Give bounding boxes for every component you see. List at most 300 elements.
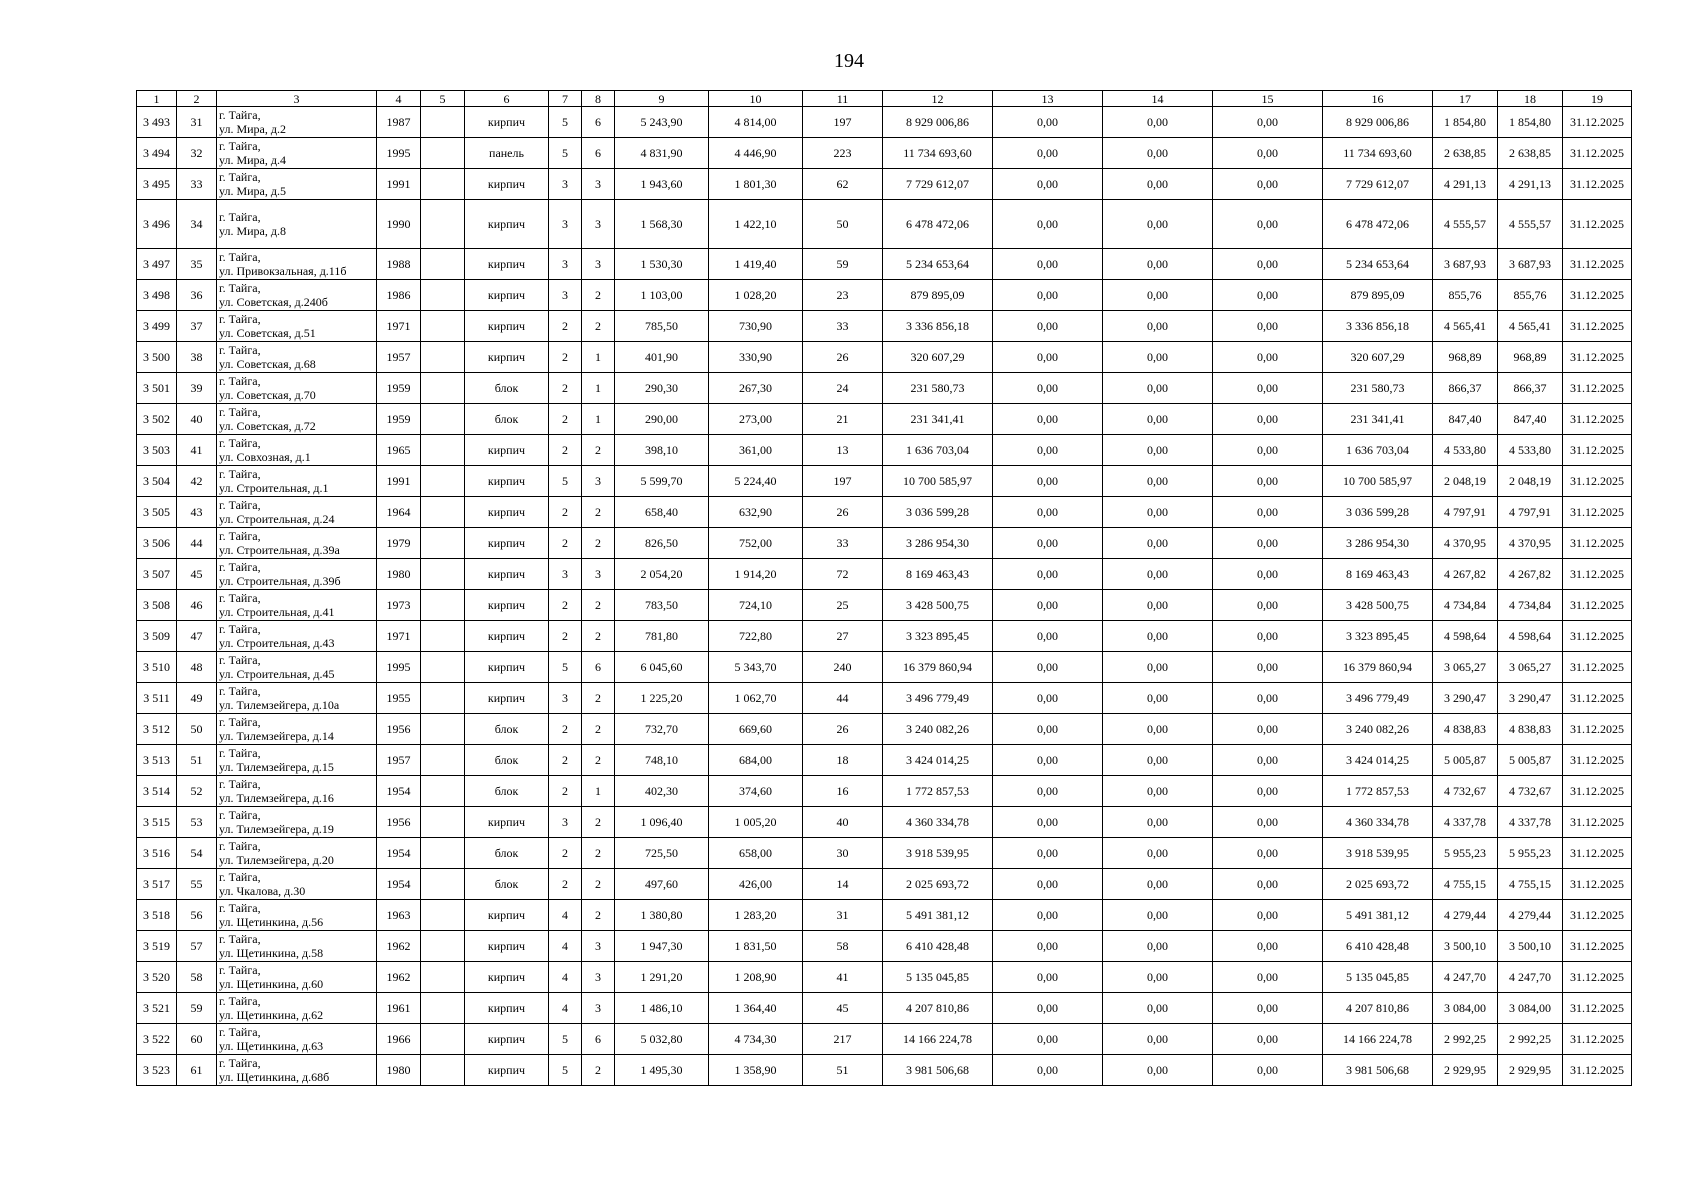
- cell-col-19: 31.12.2025: [1563, 869, 1632, 900]
- table-row: [137, 714, 1632, 745]
- cell-col-2: 49: [177, 683, 217, 714]
- cell-col-12: 320 607,29: [883, 342, 993, 373]
- cell-col-4: 1963: [377, 900, 421, 931]
- cell-col-4: 1995: [377, 652, 421, 683]
- cell-col-17: 4 533,80: [1433, 435, 1498, 466]
- cell-col-14: 0,00: [1103, 838, 1213, 869]
- column-header-14: 14: [1103, 91, 1213, 107]
- cell-col-16: 11 734 693,60: [1323, 138, 1433, 169]
- cell-col-13: 0,00: [993, 559, 1103, 590]
- cell-col-6: кирпич: [465, 342, 549, 373]
- cell-col-9: 5 032,80: [615, 1024, 709, 1055]
- cell-col-9: 1 943,60: [615, 169, 709, 200]
- address-street: ул. Советская, д.70: [219, 388, 316, 402]
- cell-col-15: 0,00: [1213, 107, 1323, 138]
- column-header-4: 4: [377, 91, 421, 107]
- cell-col-11: 58: [803, 931, 883, 962]
- cell-col-4: 1957: [377, 342, 421, 373]
- cell-col-11: 240: [803, 652, 883, 683]
- cell-col-5: [421, 745, 465, 776]
- cell-col-9: 1 096,40: [615, 807, 709, 838]
- cell-col-5: [421, 373, 465, 404]
- cell-col-19: 31.12.2025: [1563, 1024, 1632, 1055]
- cell-col-17: 855,76: [1433, 280, 1498, 311]
- cell-col-6: кирпич: [465, 931, 549, 962]
- cell-col-4: 1956: [377, 807, 421, 838]
- cell-col-8: 2: [582, 435, 615, 466]
- cell-col-9: 785,50: [615, 311, 709, 342]
- cell-col-16: 320 607,29: [1323, 342, 1433, 373]
- cell-col-4: 1956: [377, 714, 421, 745]
- cell-col-7: 5: [549, 1055, 582, 1086]
- cell-col-6: блок: [465, 776, 549, 807]
- table-body: [137, 107, 1632, 1086]
- address-cell: [217, 249, 377, 280]
- cell-col-13: 0,00: [993, 869, 1103, 900]
- cell-col-8: 3: [582, 169, 615, 200]
- cell-col-19: 31.12.2025: [1563, 900, 1632, 931]
- cell-col-6: блок: [465, 404, 549, 435]
- cell-col-15: 0,00: [1213, 962, 1323, 993]
- cell-col-9: 401,90: [615, 342, 709, 373]
- cell-col-7: 3: [549, 200, 582, 249]
- cell-col-11: 31: [803, 900, 883, 931]
- cell-col-11: 44: [803, 683, 883, 714]
- cell-col-14: 0,00: [1103, 169, 1213, 200]
- cell-col-11: 223: [803, 138, 883, 169]
- cell-col-10: 632,90: [709, 497, 803, 528]
- address-city: г. Тайга,: [219, 498, 261, 512]
- cell-col-10: 722,80: [709, 621, 803, 652]
- address-street: ул. Щетинкина, д.58: [219, 946, 324, 960]
- table-row: [137, 249, 1632, 280]
- column-header-5: 5: [421, 91, 465, 107]
- cell-col-19: 31.12.2025: [1563, 404, 1632, 435]
- table-row: [137, 200, 1632, 249]
- cell-col-15: 0,00: [1213, 621, 1323, 652]
- cell-col-6: кирпич: [465, 1055, 549, 1086]
- cell-col-17: 3 290,47: [1433, 683, 1498, 714]
- cell-col-2: 55: [177, 869, 217, 900]
- address-city: г. Тайга,: [219, 281, 261, 295]
- housing-registry-table: [136, 90, 1632, 1086]
- cell-col-7: 2: [549, 714, 582, 745]
- cell-col-1: 3 513: [137, 745, 177, 776]
- cell-col-1: 3 507: [137, 559, 177, 590]
- cell-col-19: 31.12.2025: [1563, 249, 1632, 280]
- cell-col-16: 3 428 500,75: [1323, 590, 1433, 621]
- cell-col-18: 2 929,95: [1498, 1055, 1563, 1086]
- cell-col-14: 0,00: [1103, 869, 1213, 900]
- cell-col-4: 1971: [377, 621, 421, 652]
- cell-col-5: [421, 931, 465, 962]
- cell-col-18: 4 734,84: [1498, 590, 1563, 621]
- cell-col-9: 781,80: [615, 621, 709, 652]
- cell-col-11: 14: [803, 869, 883, 900]
- cell-col-8: 3: [582, 559, 615, 590]
- cell-col-8: 3: [582, 200, 615, 249]
- cell-col-5: [421, 776, 465, 807]
- cell-col-1: 3 502: [137, 404, 177, 435]
- cell-col-8: 6: [582, 138, 615, 169]
- cell-col-7: 5: [549, 107, 582, 138]
- cell-col-11: 27: [803, 621, 883, 652]
- cell-col-8: 2: [582, 528, 615, 559]
- address-cell: [217, 714, 377, 745]
- address-city: г. Тайга,: [219, 808, 261, 822]
- cell-col-13: 0,00: [993, 590, 1103, 621]
- cell-col-1: 3 494: [137, 138, 177, 169]
- cell-col-15: 0,00: [1213, 683, 1323, 714]
- cell-col-5: [421, 869, 465, 900]
- cell-col-17: 4 279,44: [1433, 900, 1498, 931]
- cell-col-8: 6: [582, 1024, 615, 1055]
- cell-col-10: 361,00: [709, 435, 803, 466]
- column-header-11: 11: [803, 91, 883, 107]
- address-city: г. Тайга,: [219, 405, 261, 419]
- cell-col-2: 42: [177, 466, 217, 497]
- column-header-12: 12: [883, 91, 993, 107]
- cell-col-11: 50: [803, 200, 883, 249]
- cell-col-19: 31.12.2025: [1563, 652, 1632, 683]
- cell-col-13: 0,00: [993, 342, 1103, 373]
- address-city: г. Тайга,: [219, 560, 261, 574]
- cell-col-1: 3 521: [137, 993, 177, 1024]
- cell-col-2: 31: [177, 107, 217, 138]
- cell-col-6: кирпич: [465, 435, 549, 466]
- cell-col-13: 0,00: [993, 1055, 1103, 1086]
- address-city: г. Тайга,: [219, 108, 261, 122]
- cell-col-7: 5: [549, 1024, 582, 1055]
- table-row: [137, 683, 1632, 714]
- address-street: ул. Строительная, д.1: [219, 481, 329, 495]
- cell-col-12: 2 025 693,72: [883, 869, 993, 900]
- address-street: ул. Строительная, д.24: [219, 512, 335, 526]
- cell-col-4: 1957: [377, 745, 421, 776]
- cell-col-18: 3 290,47: [1498, 683, 1563, 714]
- cell-col-9: 732,70: [615, 714, 709, 745]
- cell-col-7: 2: [549, 590, 582, 621]
- cell-col-9: 290,00: [615, 404, 709, 435]
- cell-col-9: 1 103,00: [615, 280, 709, 311]
- cell-col-8: 1: [582, 776, 615, 807]
- address-city: г. Тайга,: [219, 529, 261, 543]
- cell-col-9: 1 291,20: [615, 962, 709, 993]
- table-row: [137, 1055, 1632, 1086]
- table-row: [137, 138, 1632, 169]
- cell-col-15: 0,00: [1213, 404, 1323, 435]
- cell-col-19: 31.12.2025: [1563, 776, 1632, 807]
- cell-col-2: 43: [177, 497, 217, 528]
- cell-col-2: 51: [177, 745, 217, 776]
- cell-col-5: [421, 714, 465, 745]
- cell-col-19: 31.12.2025: [1563, 993, 1632, 1024]
- cell-col-13: 0,00: [993, 714, 1103, 745]
- cell-col-15: 0,00: [1213, 559, 1323, 590]
- cell-col-2: 34: [177, 200, 217, 249]
- cell-col-1: 3 516: [137, 838, 177, 869]
- cell-col-10: 426,00: [709, 869, 803, 900]
- cell-col-16: 10 700 585,97: [1323, 466, 1433, 497]
- cell-col-14: 0,00: [1103, 497, 1213, 528]
- cell-col-11: 25: [803, 590, 883, 621]
- cell-col-2: 36: [177, 280, 217, 311]
- cell-col-14: 0,00: [1103, 107, 1213, 138]
- cell-col-13: 0,00: [993, 373, 1103, 404]
- cell-col-12: 3 424 014,25: [883, 745, 993, 776]
- cell-col-5: [421, 1024, 465, 1055]
- column-header-6: 6: [465, 91, 549, 107]
- cell-col-1: 3 515: [137, 807, 177, 838]
- cell-col-2: 39: [177, 373, 217, 404]
- table-row: [137, 900, 1632, 931]
- address-street: ул. Щетинкина, д.63: [219, 1039, 324, 1053]
- cell-col-9: 783,50: [615, 590, 709, 621]
- cell-col-13: 0,00: [993, 807, 1103, 838]
- cell-col-4: 1962: [377, 931, 421, 962]
- cell-col-17: 4 797,91: [1433, 497, 1498, 528]
- cell-col-7: 2: [549, 497, 582, 528]
- cell-col-6: кирпич: [465, 107, 549, 138]
- cell-col-16: 16 379 860,94: [1323, 652, 1433, 683]
- address-cell: [217, 1024, 377, 1055]
- column-header-8: 8: [582, 91, 615, 107]
- address-street: ул. Тилемзейгера, д.19: [219, 822, 334, 836]
- cell-col-1: 3 517: [137, 869, 177, 900]
- cell-col-12: 6 410 428,48: [883, 931, 993, 962]
- address-city: г. Тайга,: [219, 250, 261, 264]
- cell-col-9: 5 243,90: [615, 107, 709, 138]
- cell-col-7: 2: [549, 745, 582, 776]
- cell-col-7: 4: [549, 900, 582, 931]
- cell-col-11: 26: [803, 497, 883, 528]
- cell-col-2: 61: [177, 1055, 217, 1086]
- cell-col-10: 273,00: [709, 404, 803, 435]
- cell-col-9: 2 054,20: [615, 559, 709, 590]
- cell-col-9: 826,50: [615, 528, 709, 559]
- cell-col-16: 3 496 779,49: [1323, 683, 1433, 714]
- cell-col-4: 1988: [377, 249, 421, 280]
- cell-col-6: кирпич: [465, 559, 549, 590]
- cell-col-7: 2: [549, 528, 582, 559]
- cell-col-19: 31.12.2025: [1563, 807, 1632, 838]
- cell-col-14: 0,00: [1103, 745, 1213, 776]
- cell-col-13: 0,00: [993, 435, 1103, 466]
- cell-col-1: 3 510: [137, 652, 177, 683]
- address-city: г. Тайга,: [219, 591, 261, 605]
- cell-col-1: 3 523: [137, 1055, 177, 1086]
- address-cell: [217, 280, 377, 311]
- cell-col-7: 2: [549, 869, 582, 900]
- column-header-2: 2: [177, 91, 217, 107]
- cell-col-8: 3: [582, 466, 615, 497]
- cell-col-17: 4 247,70: [1433, 962, 1498, 993]
- cell-col-5: [421, 435, 465, 466]
- address-street: ул. Советская, д.68: [219, 357, 316, 371]
- cell-col-1: 3 495: [137, 169, 177, 200]
- cell-col-10: 1 208,90: [709, 962, 803, 993]
- cell-col-18: 2 048,19: [1498, 466, 1563, 497]
- cell-col-5: [421, 838, 465, 869]
- cell-col-5: [421, 621, 465, 652]
- cell-col-7: 5: [549, 466, 582, 497]
- cell-col-17: 968,89: [1433, 342, 1498, 373]
- table-row: [137, 528, 1632, 559]
- cell-col-1: 3 498: [137, 280, 177, 311]
- address-street: ул. Строительная, д.43: [219, 636, 335, 650]
- cell-col-12: 4 207 810,86: [883, 993, 993, 1024]
- cell-col-8: 1: [582, 404, 615, 435]
- address-cell: [217, 169, 377, 200]
- address-cell: [217, 962, 377, 993]
- cell-col-7: 5: [549, 138, 582, 169]
- cell-col-16: 4 207 810,86: [1323, 993, 1433, 1024]
- cell-col-11: 26: [803, 714, 883, 745]
- cell-col-15: 0,00: [1213, 590, 1323, 621]
- cell-col-1: 3 506: [137, 528, 177, 559]
- table-row: [137, 807, 1632, 838]
- cell-col-7: 3: [549, 559, 582, 590]
- cell-col-1: 3 501: [137, 373, 177, 404]
- cell-col-4: 1964: [377, 497, 421, 528]
- address-city: г. Тайга,: [219, 210, 261, 224]
- cell-col-14: 0,00: [1103, 993, 1213, 1024]
- cell-col-14: 0,00: [1103, 621, 1213, 652]
- cell-col-14: 0,00: [1103, 373, 1213, 404]
- cell-col-17: 1 854,80: [1433, 107, 1498, 138]
- address-cell: [217, 342, 377, 373]
- cell-col-6: кирпич: [465, 621, 549, 652]
- cell-col-12: 1 772 857,53: [883, 776, 993, 807]
- cell-col-12: 231 580,73: [883, 373, 993, 404]
- table-row: [137, 869, 1632, 900]
- cell-col-12: 3 323 895,45: [883, 621, 993, 652]
- cell-col-17: 2 929,95: [1433, 1055, 1498, 1086]
- cell-col-11: 33: [803, 311, 883, 342]
- address-street: ул. Строительная, д.41: [219, 605, 335, 619]
- cell-col-5: [421, 280, 465, 311]
- cell-col-2: 48: [177, 652, 217, 683]
- address-cell: [217, 311, 377, 342]
- table-row: [137, 107, 1632, 138]
- address-city: г. Тайга,: [219, 901, 261, 915]
- cell-col-14: 0,00: [1103, 590, 1213, 621]
- cell-col-4: 1959: [377, 404, 421, 435]
- cell-col-13: 0,00: [993, 652, 1103, 683]
- cell-col-5: [421, 590, 465, 621]
- cell-col-8: 2: [582, 838, 615, 869]
- cell-col-17: 4 555,57: [1433, 200, 1498, 249]
- cell-col-11: 72: [803, 559, 883, 590]
- cell-col-4: 1954: [377, 869, 421, 900]
- cell-col-8: 6: [582, 652, 615, 683]
- cell-col-9: 1 947,30: [615, 931, 709, 962]
- cell-col-4: 1962: [377, 962, 421, 993]
- address-cell: [217, 373, 377, 404]
- cell-col-4: 1980: [377, 1055, 421, 1086]
- cell-col-18: 3 084,00: [1498, 993, 1563, 1024]
- cell-col-19: 31.12.2025: [1563, 466, 1632, 497]
- cell-col-18: 4 370,95: [1498, 528, 1563, 559]
- cell-col-17: 4 337,78: [1433, 807, 1498, 838]
- cell-col-2: 56: [177, 900, 217, 931]
- cell-col-17: 3 687,93: [1433, 249, 1498, 280]
- cell-col-8: 2: [582, 311, 615, 342]
- cell-col-1: 3 505: [137, 497, 177, 528]
- cell-col-16: 231 341,41: [1323, 404, 1433, 435]
- table-row: [137, 931, 1632, 962]
- cell-col-19: 31.12.2025: [1563, 107, 1632, 138]
- cell-col-18: 4 533,80: [1498, 435, 1563, 466]
- cell-col-7: 2: [549, 838, 582, 869]
- cell-col-10: 1 062,70: [709, 683, 803, 714]
- address-street: ул. Советская, д.240б: [219, 295, 328, 309]
- address-city: г. Тайга,: [219, 312, 261, 326]
- cell-col-6: кирпич: [465, 311, 549, 342]
- cell-col-16: 5 135 045,85: [1323, 962, 1433, 993]
- cell-col-19: 31.12.2025: [1563, 714, 1632, 745]
- cell-col-18: 2 638,85: [1498, 138, 1563, 169]
- cell-col-10: 658,00: [709, 838, 803, 869]
- cell-col-11: 197: [803, 107, 883, 138]
- cell-col-8: 6: [582, 107, 615, 138]
- cell-col-9: 725,50: [615, 838, 709, 869]
- cell-col-17: 2 048,19: [1433, 466, 1498, 497]
- cell-col-12: 8 929 006,86: [883, 107, 993, 138]
- cell-col-17: 3 065,27: [1433, 652, 1498, 683]
- cell-col-10: 4 734,30: [709, 1024, 803, 1055]
- cell-col-4: 1954: [377, 776, 421, 807]
- cell-col-18: 2 992,25: [1498, 1024, 1563, 1055]
- table-row: [137, 590, 1632, 621]
- cell-col-18: 3 065,27: [1498, 652, 1563, 683]
- cell-col-9: 4 831,90: [615, 138, 709, 169]
- cell-col-14: 0,00: [1103, 1024, 1213, 1055]
- table-row: [137, 652, 1632, 683]
- cell-col-10: 1 364,40: [709, 993, 803, 1024]
- cell-col-6: кирпич: [465, 466, 549, 497]
- address-cell: [217, 138, 377, 169]
- table-row: [137, 373, 1632, 404]
- address-street: ул. Строительная, д.39а: [219, 543, 340, 557]
- cell-col-15: 0,00: [1213, 138, 1323, 169]
- cell-col-19: 31.12.2025: [1563, 528, 1632, 559]
- cell-col-1: 3 509: [137, 621, 177, 652]
- cell-col-18: 4 267,82: [1498, 559, 1563, 590]
- cell-col-1: 3 522: [137, 1024, 177, 1055]
- cell-col-4: 1973: [377, 590, 421, 621]
- table-row: [137, 745, 1632, 776]
- cell-col-14: 0,00: [1103, 435, 1213, 466]
- cell-col-10: 1 419,40: [709, 249, 803, 280]
- cell-col-7: 4: [549, 931, 582, 962]
- cell-col-2: 35: [177, 249, 217, 280]
- cell-col-2: 33: [177, 169, 217, 200]
- cell-col-8: 2: [582, 714, 615, 745]
- cell-col-1: 3 512: [137, 714, 177, 745]
- cell-col-10: 1 422,10: [709, 200, 803, 249]
- cell-col-18: 4 555,57: [1498, 200, 1563, 249]
- cell-col-8: 2: [582, 900, 615, 931]
- cell-col-15: 0,00: [1213, 931, 1323, 962]
- cell-col-4: 1954: [377, 838, 421, 869]
- cell-col-2: 38: [177, 342, 217, 373]
- table-row: [137, 497, 1632, 528]
- cell-col-8: 2: [582, 869, 615, 900]
- table-row: [137, 1024, 1632, 1055]
- cell-col-14: 0,00: [1103, 249, 1213, 280]
- cell-col-1: 3 496: [137, 200, 177, 249]
